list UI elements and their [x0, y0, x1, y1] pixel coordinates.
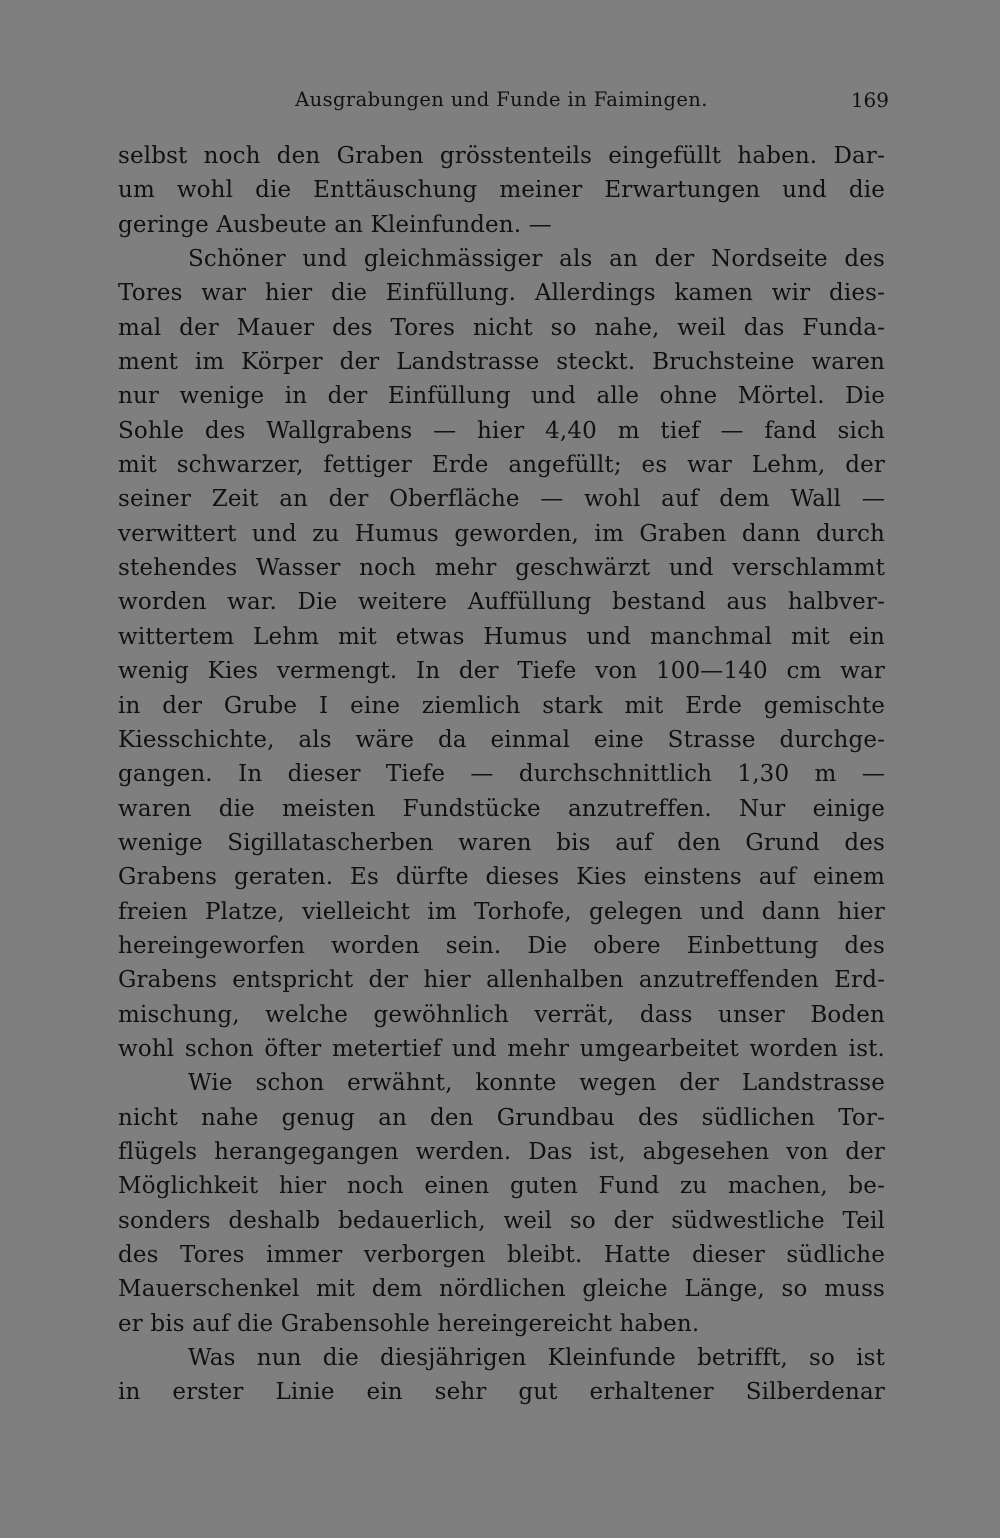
text-line: freien Platze, vielleicht im Torhofe, gelegen und dann hier: [118, 898, 885, 925]
text-line: Möglichkeit hier noch einen guten Fund zu machen, be-: [118, 1173, 885, 1200]
text-line: ment im Körper der Landstrasse steckt. Bruchsteine waren: [118, 349, 885, 376]
text-line: Tores war hier die Einfüllung. Allerdings kamen wir dies-: [118, 280, 885, 307]
text-line: gangen. In dieser Tiefe — durchschnittlich 1,30 m —: [118, 761, 885, 788]
text-line: er bis auf die Grabensohle hereingereicht haben.: [118, 1310, 700, 1337]
text-line: Kiesschichte, als wäre da einmal eine Strasse durchge-: [118, 726, 885, 753]
text-line: Sohle des Wallgrabens — hier 4,40 m tief — fand sich: [118, 417, 885, 444]
text-line: geringe Ausbeute an Kleinfunden. —: [118, 211, 552, 238]
text-line: des Tores immer verborgen bleibt. Hatte dieser südliche: [118, 1242, 885, 1268]
text-line: hereingeworfen worden sein. Die obere Einbettung des: [118, 932, 885, 959]
text-line: verwittert und zu Humus geworden, im Graben dann durch: [118, 520, 885, 547]
text-line: wohl schon öfter metertief und mehr umgearbeitet worden ist.: [118, 1035, 885, 1062]
text-line: sonders deshalb bedauerlich, weil so der südwestliche Teil: [118, 1207, 885, 1234]
text-line: worden war. Die weitere Auffüllung bestand aus halbver-: [118, 589, 885, 616]
text-line: stehendes Wasser noch mehr geschwärzt und verschlammt: [118, 555, 885, 582]
text-line: in der Grube I eine ziemlich stark mit Erde gemischte: [118, 692, 885, 719]
text-line: nicht nahe genug an den Grundbau des südlichen Tor-: [118, 1104, 885, 1131]
text-line: Mauerschenkel mit dem nördlichen gleiche Länge, so muss: [118, 1276, 885, 1303]
text-line: selbst noch den Graben grösstenteils eingefüllt haben. Dar-: [118, 143, 885, 169]
text-line: waren die meisten Fundstücke anzutreffen. Nur einige: [118, 795, 885, 822]
text-line: Grabens geraten. Es dürfte dieses Kies einstens auf einem: [118, 864, 885, 891]
text-line: wenig Kies vermengt. In der Tiefe von 100—140 cm war: [118, 658, 885, 685]
text-line: Schöner und gleichmässiger als an der Nordseite des: [188, 246, 885, 273]
text-line: in erster Linie ein sehr gut erhaltener Silberdenar: [118, 1379, 885, 1406]
text-line: Was nun die diesjährigen Kleinfunde betrifft, so ist: [188, 1345, 885, 1372]
text-line: nur wenige in der Einfüllung und alle ohne Mörtel. Die: [118, 383, 885, 410]
running-title: Ausgrabungen und Funde in Faimingen.: [295, 88, 708, 111]
text-line: um wohl die Enttäuschung meiner Erwartungen und die: [118, 177, 885, 204]
body-text: [118, 139, 885, 1410]
text-line: wenige Sigillatascherben waren bis auf den Grund des: [118, 829, 885, 856]
text-line: Wie schon erwähnt, konnte wegen der Landstrasse: [188, 1070, 885, 1097]
text-line: flügels herangegangen werden. Das ist, abgesehen von der: [118, 1138, 885, 1165]
text-line: seiner Zeit an der Oberfläche — wohl auf dem Wall —: [118, 486, 885, 513]
text-line: mal der Mauer des Tores nicht so nahe, weil das Funda-: [118, 314, 885, 341]
text-line: mischung, welche gewöhnlich verrät, dass unser Boden: [118, 1001, 885, 1028]
text-line: Grabens entspricht der hier allenhalben anzutreffenden Erd-: [118, 967, 885, 994]
page-header: [118, 88, 889, 118]
text-line: mit schwarzer, fettiger Erde angefüllt; es war Lehm, der: [118, 452, 885, 479]
text-line: wittertem Lehm mit etwas Humus und manchmal mit ein: [118, 623, 885, 650]
page-number: 169: [850, 88, 889, 112]
